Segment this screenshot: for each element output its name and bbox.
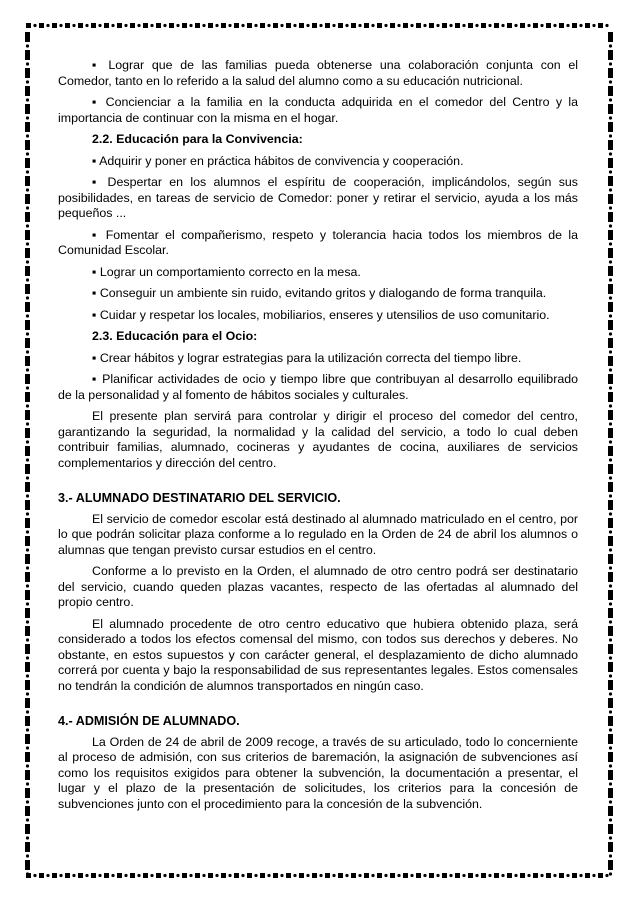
document-body <box>58 58 578 818</box>
section-3-paragraph: Conforme a lo previsto en la Orden, el alumnado de otro centro podrá ser destinatario del servicio, cuando queden plazas vacantes, respecto de las ofertadas al alumnado del propio centro. <box>58 564 578 609</box>
section-4-paragraph: La Orden de 24 de abril de 2009 recoge, a través de su articulado, todo lo concerniente al proceso de admisión, con sus criterios de baremación, la asignación de subvenciones así como los requisitos exigidos para obtener la subvención, la documentación a presentar, el lugar y el plazo de la presentación de solicitudes, los criterios para la concesión de subvenciones junto con el procedimiento para la concesión de la subvención. <box>58 734 578 811</box>
ocio-bullet: ▪ Crear hábitos y lograr estrategias para la utilización correcta del tiempo libre. <box>92 350 522 365</box>
section-4-title: 4.- ADMISIÓN DE ALUMNADO. <box>58 714 240 728</box>
intro-bullet: ▪ Lograr que de las familias pueda obtenerse una colaboración conjunta con el Comedor, tanto en lo referido a la salud del alumno como a su educación nutricional. <box>58 58 578 88</box>
heading-ocio: 2.3. Educación para el Ocio: <box>92 329 258 343</box>
heading-convivencia: 2.2. Educación para la Convivencia: <box>92 132 303 146</box>
convivencia-bullet: ▪ Lograr un comportamiento correcto en la mesa. <box>92 264 361 279</box>
convivencia-bullet: ▪ Adquirir y poner en práctica hábitos de convivencia y cooperación. <box>92 153 464 168</box>
ocio-closing-paragraph: El presente plan servirá para controlar y dirigir el proceso del comedor del centro, garantizando la seguridad, la normalidad y la calidad del servicio, a todo lo cual deben contribuir familias, alumnado, cocineras y ayudantes de cocina, auxiliares de servicios complementarios y dirección del centro. <box>58 409 578 470</box>
intro-bullet: ▪ Concienciar a la familia en la conducta adquirida en el comedor del Centro y la importancia de continuar con la misma en el hogar. <box>58 95 578 125</box>
convivencia-bullet: ▪ Fomentar el compañerismo, respeto y tolerancia hacia todos los miembros de la Comunidad Escolar. <box>58 227 578 257</box>
ocio-bullet: ▪ Planificar actividades de ocio y tiempo libre que contribuyan al desarrollo equilibrado de la personalidad y al fomento de hábitos sociales y culturales. <box>58 372 578 402</box>
section-3-paragraph: El alumnado procedente de otro centro educativo que hubiera obtenido plaza, será considerado a todos los efectos comensal del mismo, con todos sus derechos y deberes. No obstante, en estos supuestos y con carácter general, el desplazamiento de dicho alumnado correrá por cuenta y bajo la responsabilidad de sus representantes legales. Estos comensales no tendrán la condición de alumnos transportados en ningún caso. <box>58 616 578 693</box>
convivencia-bullet: ▪ Conseguir un ambiente sin ruido, evitando gritos y dialogando de forma tranquila. <box>92 286 547 300</box>
convivencia-bullet: ▪ Cuidar y respetar los locales, mobiliarios, enseres y utensilios de uso comunitario. <box>92 307 550 322</box>
section-3-title: 3.- ALUMNADO DESTINATARIO DEL SERVICIO. <box>58 491 341 505</box>
convivencia-bullet: ▪ Despertar en los alumnos el espíritu de cooperación, implicándolos, según sus posibilidades, en tareas de servicio de Comedor: poner y retirar el servicio, ayuda a los más pequeños ... <box>58 175 578 220</box>
section-3-paragraph: El servicio de comedor escolar está destinado al alumnado matriculado en el centro, por lo que podrán solicitar plaza conforme a lo regulado en la Orden de 24 de abril los alumnos o alumnas que tengan previsto cursar estudios en el centro. <box>58 511 578 557</box>
